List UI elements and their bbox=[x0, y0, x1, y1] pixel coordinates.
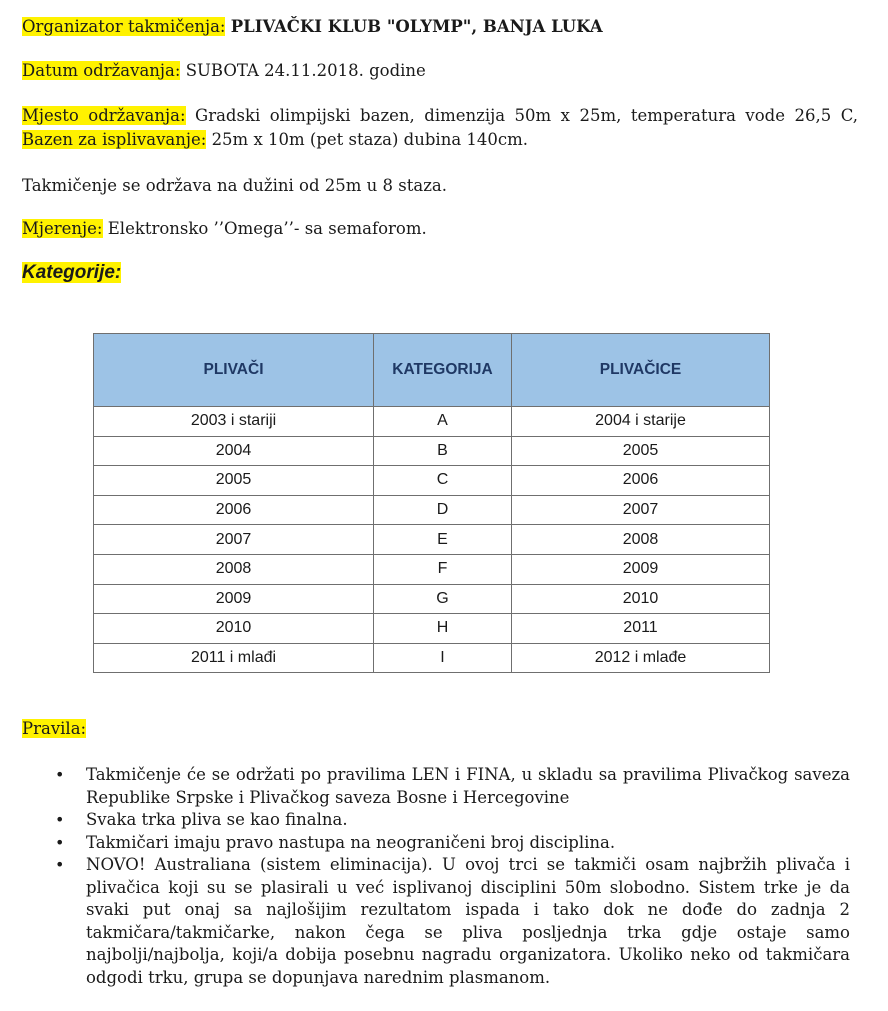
table-cell-male: 2011 i mlađi bbox=[94, 643, 374, 673]
table-cell-male: 2004 bbox=[94, 436, 374, 466]
table-cell-category: D bbox=[374, 495, 512, 525]
table-cell-male: 2007 bbox=[94, 525, 374, 555]
table-cell-category: E bbox=[374, 525, 512, 555]
table-row bbox=[94, 643, 770, 673]
header-male-swimmers: PLIVAČI bbox=[94, 334, 374, 407]
rules-heading-line bbox=[22, 717, 858, 741]
date-label: Datum održavanja: bbox=[22, 61, 181, 80]
list-item: • Takmičari imaju pravo nastupa na neograničeni broj disciplina. bbox=[22, 832, 850, 855]
warmup-pool-value: 25m x 10m (pet staza) dubina 140cm. bbox=[211, 130, 529, 149]
table-cell-female: 2010 bbox=[512, 584, 770, 614]
table-cell-male: 2010 bbox=[94, 614, 374, 644]
categories-table bbox=[93, 333, 770, 673]
date-value: SUBOTA 24.11.2018. godine bbox=[185, 61, 426, 80]
table-row bbox=[94, 525, 770, 555]
organizer-line bbox=[22, 15, 858, 39]
venue-value: Gradski olimpijski bazen, dimenzija 50m x 25m, temperatura vode 26,5 C, bbox=[195, 106, 859, 125]
table-cell-male: 2005 bbox=[94, 466, 374, 496]
table-cell-female: 2012 i mlađe bbox=[512, 643, 770, 673]
venue-label: Mjesto održavanja: bbox=[22, 106, 186, 125]
table-cell-female: 2007 bbox=[512, 495, 770, 525]
list-item: • Svaka trka pliva se kao finalna. bbox=[22, 809, 850, 832]
rules-heading: Pravila: bbox=[22, 719, 87, 738]
list-item: • Takmičenje će se održati po pravilima LEN i FINA, u skladu sa pravilima Plivačkog saveza Republike Srpske i Plivačkog saveza Bosne i Hercegovine bbox=[22, 764, 850, 809]
timing-value: Elektronsko ’’Omega’’- sa semaforom. bbox=[107, 219, 427, 238]
table-row bbox=[94, 614, 770, 644]
table-cell-category: G bbox=[374, 584, 512, 614]
warmup-pool-label: Bazen za isplivavanje: bbox=[22, 130, 207, 149]
table-cell-category: B bbox=[374, 436, 512, 466]
header-category: KATEGORIJA bbox=[374, 334, 512, 407]
table-cell-category: A bbox=[374, 407, 512, 437]
table-cell-male: 2009 bbox=[94, 584, 374, 614]
table-cell-male: 2003 i stariji bbox=[94, 407, 374, 437]
categories-heading: Kategorije: bbox=[22, 262, 122, 283]
table-row bbox=[94, 407, 770, 437]
timing-label: Mjerenje: bbox=[22, 219, 103, 238]
table-cell-category: C bbox=[374, 466, 512, 496]
table-cell-category: I bbox=[374, 643, 512, 673]
timing-line bbox=[22, 217, 858, 241]
table-cell-female: 2005 bbox=[512, 436, 770, 466]
table-cell-female: 2009 bbox=[512, 554, 770, 584]
table-cell-female: 2006 bbox=[512, 466, 770, 496]
table-cell-female: 2004 i starije bbox=[512, 407, 770, 437]
table-row bbox=[94, 436, 770, 466]
table-header-row bbox=[94, 334, 770, 407]
table-cell-category: H bbox=[374, 614, 512, 644]
table-row bbox=[94, 554, 770, 584]
table-cell-female: 2008 bbox=[512, 525, 770, 555]
organizer-label: Organizator takmičenja: bbox=[22, 17, 226, 36]
list-item: • NOVO! Australiana (sistem eliminacija). U ovoj trci se takmiči osam najbržih plivača i plivačica koji su se plasirali u već isplivanoj disciplini 50m slobodno. Sistem trke je da svaki put onaj sa najlošijim rezultatom ispada i tako dok ne dođe do zadnja 2 takmičara/takmičarke, nakon čega se pliva posljednja trka gdje ostaje samo najbolji/najbolja, koji/a dobija posebnu nagradu organizatora. Ukoliko neko od takmičara odgodi trku, grupa se dopunjava narednim plasmanom. bbox=[22, 854, 850, 989]
table-cell-female: 2011 bbox=[512, 614, 770, 644]
organizer-value: PLIVAČKI KLUB "OLYMP", BANJA LUKA bbox=[230, 17, 603, 36]
rules-list bbox=[22, 764, 850, 989]
date-line bbox=[22, 59, 858, 83]
table-cell-category: F bbox=[374, 554, 512, 584]
header-female-swimmers: PLIVAČICE bbox=[512, 334, 770, 407]
venue-line bbox=[22, 104, 858, 152]
table-row bbox=[94, 466, 770, 496]
competition-info: Takmičenje se održava na dužini od 25m u 8 staza. bbox=[22, 176, 448, 195]
table-row bbox=[94, 584, 770, 614]
categories-heading-line bbox=[22, 261, 858, 285]
table-cell-male: 2008 bbox=[94, 554, 374, 584]
table-cell-male: 2006 bbox=[94, 495, 374, 525]
table-row bbox=[94, 495, 770, 525]
